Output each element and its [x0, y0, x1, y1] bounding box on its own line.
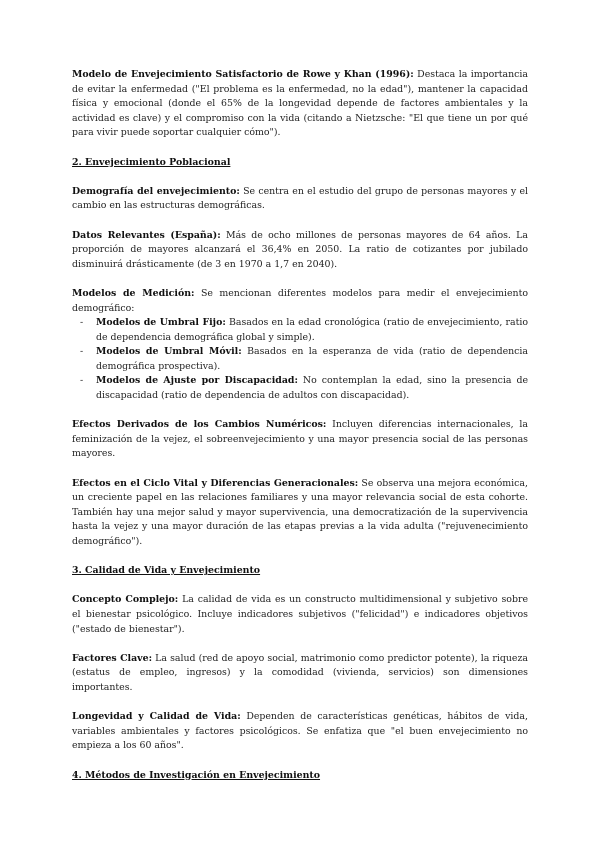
section-heading-envejecimiento-poblacional: 2. Envejecimiento Poblacional — [72, 156, 231, 168]
paragraph-lead: Longevidad y Calidad de Vida: — [72, 711, 241, 723]
paragraph-modelos-medicion — [72, 287, 528, 316]
paragraph-text: Destaca la importancia de evitar la enfermedad ("El problema es la enfermedad, no la edad"), mantener la capacidad física y emocional (donde el 65% de la longevidad depende de factores ambientales y la actividad es clave) y el compromiso con la vida (citando a Nietzsche: "El que tiene un por qué para vivir puede soportar cualquier cómo"). — [72, 69, 529, 139]
bullet-dash: - — [80, 346, 84, 358]
paragraph-text: Se observa una mejora económica, un creciente papel en las relaciones familiares y una mayor relevancia social de esta cohorte. También hay una mejor salud y mayor supervivencia, una democratización de la supervivencia hasta la vejez y una mayor duración de las etapas previas a la vida adulta ("rejuvenecimiento demográfico"). — [72, 477, 528, 547]
list-item-text: No contemplan la edad, sino la presencia de discapacidad (ratio de dependencia de adultos con discapacidad). — [96, 375, 529, 402]
list-item-text: Basados en la esperanza de vida (ratio de dependencia demográfica prospectiva). — [96, 346, 529, 372]
list-item — [72, 374, 528, 403]
models-bullet-list — [72, 316, 528, 404]
list-item-lead: Modelos de Ajuste por Discapacidad: — [96, 375, 298, 387]
list-item — [72, 345, 528, 374]
paragraph-factores-clave — [72, 652, 528, 696]
list-item-lead: Modelos de Umbral Móvil: — [96, 346, 242, 358]
paragraph-ciclo-vital — [72, 477, 528, 550]
paragraph-lead: Concepto Complejo: — [72, 594, 179, 606]
paragraph-text: La calidad de vida es un constructo multidimensional y subjetivo sobre el bienestar psicológico. Incluye indicadores subjetivos ("felicidad") e indicadores objetivos ("estado de bienestar"). — [72, 594, 528, 635]
bullet-dash: - — [80, 375, 84, 387]
paragraph-longevidad — [72, 710, 528, 754]
paragraph-text: Incluyen diferencias internacionales, la feminización de la vejez, el sobreenvejecimiento y una mayor presencia social de las personas mayores. — [72, 419, 528, 460]
list-item-text: Basados en la edad cronológica (ratio de envejecimiento, ratio de dependencia demográfica global y simple). — [96, 317, 528, 343]
paragraph-lead: Demografía del envejecimiento: — [72, 185, 240, 197]
paragraph-demografia — [72, 185, 528, 214]
paragraph-datos-relevantes — [72, 229, 528, 273]
list-item — [72, 316, 528, 345]
list-item-lead: Modelos de Umbral Fijo: — [96, 317, 226, 329]
paragraph-lead: Factores Clave: — [72, 652, 153, 664]
paragraph-text: Se centra en el estudio del grupo de personas mayores y el cambio en las estructuras demográficas. — [72, 185, 528, 212]
paragraph-lead: Modelo de Envejecimiento Satisfactorio de Rowe y Khan (1996): — [72, 69, 414, 80]
paragraph-text: Dependen de características genéticas, hábitos de vida, variables ambientales y factores psicológicos. Se enfatiza que "el buen envejecimiento no empieza a los 60 años". — [72, 711, 528, 752]
section-heading-calidad-de-vida: 3. Calidad de Vida y Envejecimiento — [72, 565, 261, 577]
paragraph-text: Se mencionan diferentes modelos para medir el envejecimiento demográfico: — [72, 287, 528, 314]
paragraph-lead: Modelos de Medición: — [72, 287, 195, 299]
bullet-dash: - — [80, 317, 84, 329]
paragraph-rowe-khan-model — [72, 68, 528, 141]
paragraph-concepto-complejo — [72, 593, 528, 637]
paragraph-lead: Datos Relevantes (España): — [72, 229, 221, 241]
paragraph-lead: Efectos en el Ciclo Vital y Diferencias Generacionales: — [72, 477, 359, 489]
section-heading-metodos-investigacion: 4. Métodos de Investigación en Envejecimiento — [72, 769, 321, 781]
paragraph-text: La salud (red de apoyo social, matrimonio como predictor potente), la riqueza (estatus de empleo, ingresos) y la comodidad (vivienda, servicios) son dimensiones importantes. — [72, 652, 528, 693]
paragraph-lead: Efectos Derivados de los Cambios Numéricos: — [72, 419, 327, 431]
paragraph-efectos-numericos — [72, 418, 528, 462]
paragraph-text: Más de ocho millones de personas mayores de 64 años. La proporción de mayores alcanzará el 36,4% en 2050. La ratio de cotizantes por jubilado disminuirá drásticamente (de 3 en 1970 a 1,7 en 2040). — [72, 229, 528, 270]
